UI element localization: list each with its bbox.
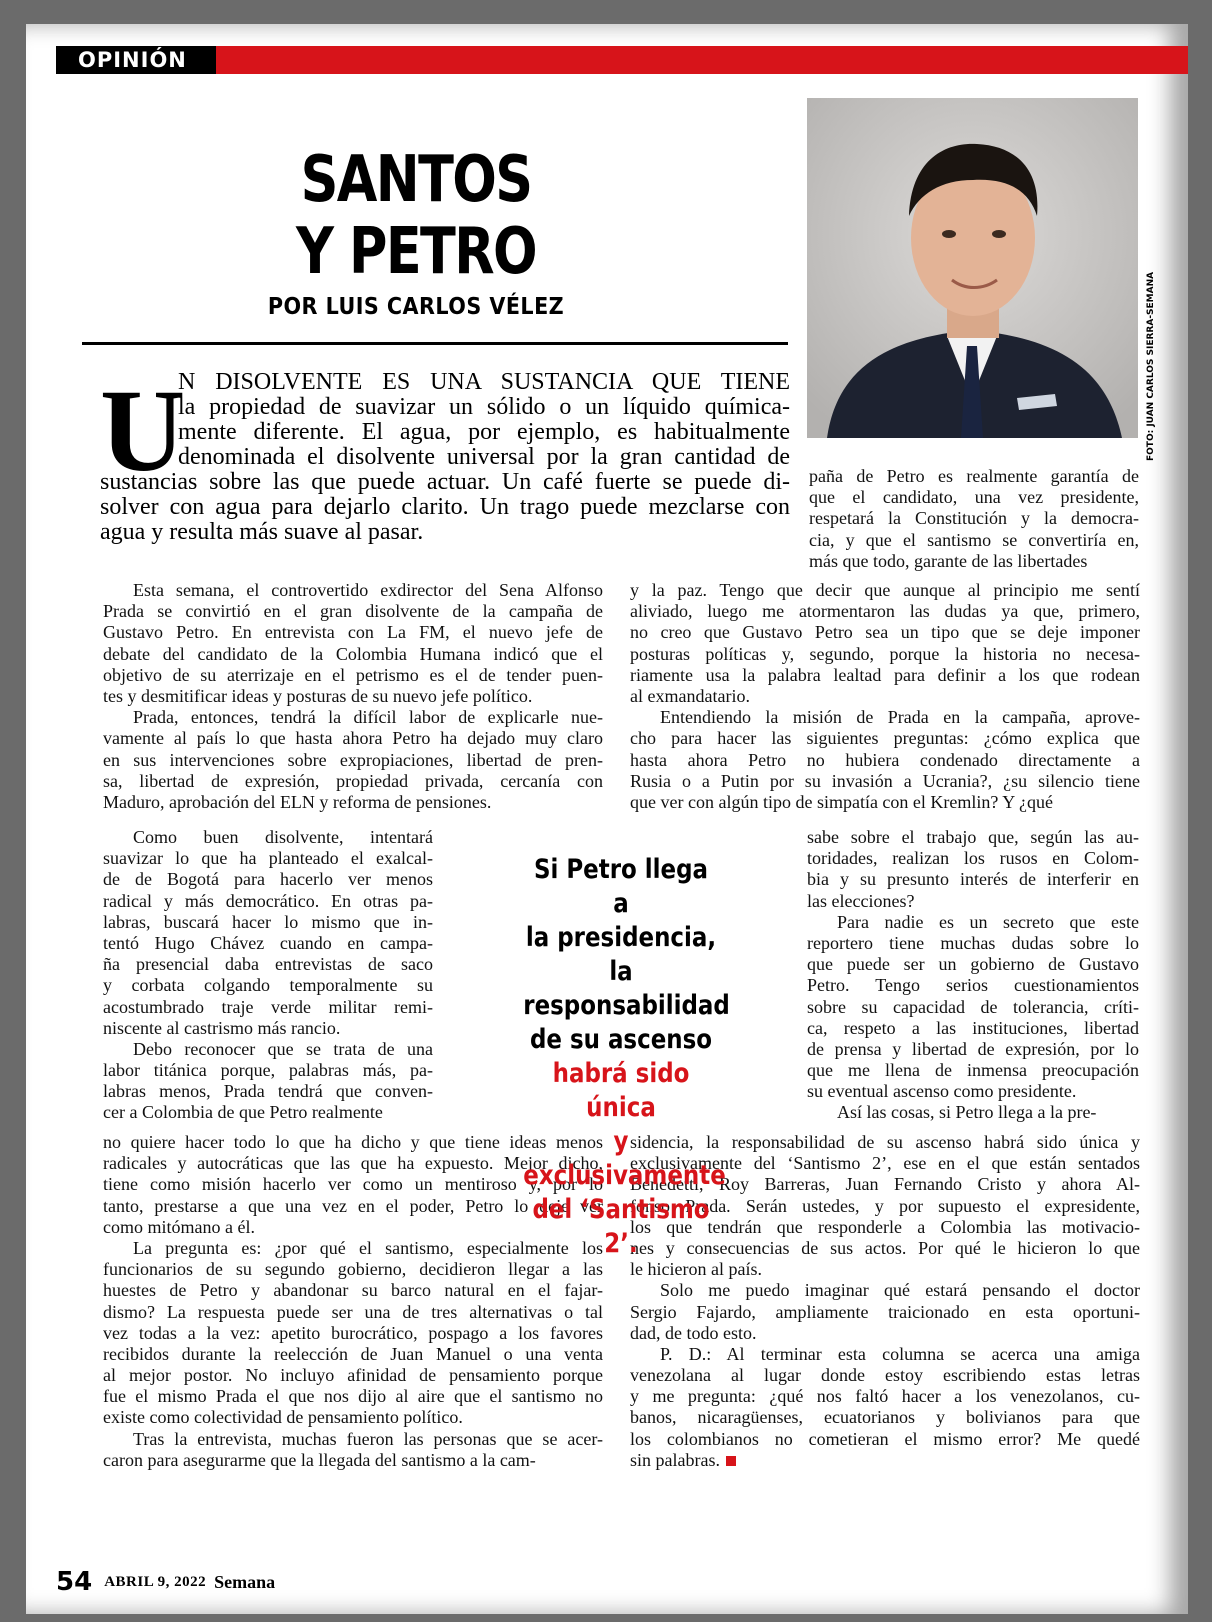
body-text-line: como mitómano a él. [103, 1216, 255, 1237]
body-text-line: Entendiendo la misión de Prada en la campaña, aprove- [660, 707, 1140, 728]
body-text-line: ca, respeto a las instituciones, libertad [807, 1017, 1139, 1038]
body-text-line: las elecciones? [807, 890, 915, 911]
body-text-line: Para nadie es un secreto que este [837, 911, 1139, 932]
body-text-line: niscente al castrismo más rancio. [103, 1017, 341, 1038]
column-left-top [103, 580, 603, 813]
title-line-1: SANTOS [300, 143, 532, 217]
section-bar [56, 46, 1188, 74]
body-text-line: Gustavo Petro. En entrevista con La FM, el nuevo jefe de [103, 622, 603, 643]
body-text-line: su eventual ascenso como presidente. [807, 1081, 1077, 1102]
body-text-line: Así las cosas, si Petro llega a la pre- [837, 1102, 1097, 1123]
body-text-line: sa, libertad de expresión, propiedad privada, cercanía con [103, 770, 603, 791]
body-text-line: de prensa y libertad de expresión, por lo [807, 1038, 1139, 1059]
body-text-line: Sergio Fajardo, ampliamente traicionado en esta oportuni- [630, 1301, 1140, 1322]
body-text-line: fue el mismo Prada el que nos dijo al aire que el santismo no [103, 1386, 603, 1407]
body-text-line: ña presencial daba entrevistas de saco [103, 954, 433, 975]
pull-quote [523, 853, 730, 1261]
body-text-line: no quiere hacer todo lo que ha dicho y que tiene ideas menos [103, 1132, 603, 1152]
body-text-line: de de Bogotá para hacerlo ver menos [103, 869, 433, 890]
body-text-line: los que tendrán que responderle a Colombia las motivacio- [630, 1216, 1140, 1237]
body-text-line: funcionarios de su segundo gobierno, decidieron llegar a las [103, 1259, 603, 1280]
body-text-line: no creo que Gustavo Petro sea un tipo que se deje imponer [630, 622, 1140, 643]
body-text-line: sidencia, la responsabilidad de su ascenso habrá sido única y [630, 1132, 1140, 1152]
body-text-line: Maduro, aprobación del ELN y reforma de pensiones. [103, 791, 492, 812]
body-text-line: exclusivamente del ‘Santismo 2’, ese en el que están sentados [630, 1153, 1140, 1174]
body-text-line: labras menos, Prada tendrá que conven- [103, 1081, 433, 1102]
body-text-line: Tras la entrevista, muchas fueron las personas que se acer- [133, 1428, 603, 1449]
magazine-name: Semana [214, 1571, 276, 1592]
body-text-line: paña de Petro es realmente garantía de [809, 466, 1139, 486]
lead-line: mente diferente. El agua, por ejemplo, es habitualmente [178, 420, 790, 445]
body-text-line: nes y consecuencias de sus actos. Por qué le hicieron lo que [630, 1237, 1140, 1258]
magazine-page [26, 24, 1188, 1614]
body-text-line: fonso Prada. Serán ustedes, y por supuesto el expresidente, [630, 1195, 1140, 1216]
body-text-line: los colombianos no cometieran el mismo error? Me quedé [630, 1428, 1140, 1449]
body-text-line: Rusia o a Putin por su invasión a Ucrania?, ¿su silencio tiene [630, 770, 1140, 791]
column-right-mid [630, 580, 1140, 813]
lead-line: solver con agua para dejarlo clarito. Un trago puede mezclarse con [100, 495, 790, 520]
body-text-line: Benedetti, Roy Barreras, Juan Fernando Cristo y ahora Al- [630, 1174, 1140, 1195]
body-text-line: al exmandatario. [630, 685, 750, 706]
body-text-line: Prada se convirtió en el gran disolvente de la campaña de [103, 601, 603, 622]
body-text-line: acostumbrado traje verde militar remi- [103, 996, 433, 1017]
body-text-line: Prada, entonces, tendrá la difícil labor de explicarle nue- [133, 707, 603, 728]
body-text-line: Como buen disolvente, intentará [133, 827, 433, 847]
photo-credit: FOTO: JUAN CARLOS SIERRA-SEMANA [1146, 271, 1156, 461]
body-text-line: radicales y autocráticas que las que ha expuesto. Mejor dicho, [103, 1153, 603, 1174]
body-text-line: riamente usa la palabra lealtad para definir a los que rodean [630, 664, 1140, 685]
body-text-line: Esta semana, el controvertido exdirector del Sena Alfonso [133, 580, 603, 600]
pull-quote-line-red: habrá sido única [552, 1058, 690, 1123]
body-text-line: al mejor postor. No incluyo afinidad de pensamiento porque [103, 1365, 603, 1386]
body-text-line: aliviado, luego me atormentaron las dudas ya que, primero, [630, 601, 1140, 622]
body-text-line: debate del candidato de la Colombia Humana indicó que el [103, 643, 603, 664]
end-mark-icon [726, 1456, 736, 1466]
pull-quote-line-red: del ‘Santismo 2’. [532, 1194, 710, 1259]
body-text-line: tiene como misión hacerlo ver como un mentiroso y, por lo [103, 1174, 603, 1195]
body-text-line: suavizar lo que ha planteado el exalcal- [103, 848, 433, 869]
pull-quote-line: responsabilidad [523, 990, 730, 1021]
pull-quote-line: Si Petro llega a [533, 854, 709, 919]
title-rule [82, 342, 788, 345]
body-text-line: Debo reconocer que se trata de una [133, 1038, 433, 1059]
body-text-line: tentó Hugo Chávez cuando en campa- [103, 932, 433, 953]
body-text-line: reportero tiene muchas dudas sobre lo [807, 932, 1139, 953]
lead-line: agua y resulta más suave al pasar. [100, 519, 424, 545]
body-text-line: tanto, prestarse a que una vez en el poder, Petro lo deje ver [103, 1195, 603, 1216]
column-right-under-photo [809, 466, 1139, 572]
body-text-line: cer a Colombia de que Petro realmente [103, 1102, 383, 1123]
byline: POR LUIS CARLOS VÉLEZ [267, 294, 565, 320]
body-text-line: labras, buscará hacer lo mismo que in- [103, 911, 433, 932]
body-text-line: Petro. Tengo serios cuestionamientos [807, 975, 1139, 996]
lead-line: sustancias sobre las que puede actuar. Un café fuerte se puede di- [100, 470, 790, 495]
author-photo [807, 98, 1138, 438]
body-text-line: sin palabras. [630, 1450, 1140, 1471]
body-text-line: que el candidato, una vez presidente, [809, 487, 1139, 508]
body-text-line: toridades, realizan los rusos en Colom- [807, 848, 1139, 869]
lead-line: la propiedad de suavizar un sólido o un líquido química- [178, 395, 790, 420]
body-text-line: tes y desmitificar ideas y posturas de su nuevo jefe político. [103, 685, 533, 706]
body-text-line: labor titánica porque, palabras más, pa- [103, 1060, 433, 1081]
body-text-line: más que todo, garante de las libertades [809, 550, 1088, 571]
body-text-line: le hicieron al país. [630, 1259, 762, 1280]
body-text-line: que ver con algún tipo de simpatía con el Kremlin? Y ¿qué [630, 791, 1054, 812]
pull-quote-line-red: y exclusivamente [523, 1126, 726, 1191]
body-text-line: huestes de Petro y abandonar su barco natural en el fajar- [103, 1280, 603, 1301]
body-text-line: radical y más democrático. En otras pa- [103, 890, 433, 911]
body-text-line: existe como colectividad de pensamiento político. [103, 1407, 463, 1428]
article-title [145, 144, 686, 288]
body-text-line: cho para hacer las siguientes preguntas: ¿cómo explica que [630, 728, 1140, 749]
lead-paragraph [100, 365, 790, 545]
body-text-line: P. D.: Al terminar esta columna se acerca una amiga [660, 1343, 1140, 1364]
column-left-narrow [103, 827, 433, 1124]
page-footer [56, 1567, 275, 1597]
body-text-line: posturas políticas y, segundo, porque la historia no necesa- [630, 643, 1140, 664]
body-text-line: y corbata colgando temporalmente su [103, 975, 433, 996]
body-text-line: dismo? La respuesta puede ser una de tres alternativas o tal [103, 1301, 603, 1322]
body-text-line: hasta ahora Petro no hubiera condenado directamente a [630, 749, 1140, 770]
body-text-line: y me pregunta: ¿qué nos faltó hacer a los venezolanos, cu- [630, 1386, 1140, 1407]
body-text-line: vez todas a la vez: apetito burocrático, pospago a los favores [103, 1322, 603, 1343]
body-text-line: en sus intervenciones sobre expropiaciones, libertad de pren- [103, 749, 603, 770]
body-text-line: que me llena de inmensa preocupación [807, 1060, 1139, 1081]
section-label: OPINIÓN [56, 46, 216, 74]
body-text-line: sobre su capacidad de tolerancia, críti- [807, 996, 1139, 1017]
column-right-narrow [807, 827, 1139, 1124]
title-line-2: Y PETRO [296, 215, 536, 289]
body-text-line: cia, y que el santismo se convertiría en, [809, 529, 1139, 550]
body-text-line: recibidos durante la reelección de Juan Manuel o una venta [103, 1343, 603, 1364]
body-text-line: venezolana al lugar donde estoy escribiendo estas letras [630, 1365, 1140, 1386]
pull-quote-line: de su ascenso [529, 1024, 713, 1055]
body-text-line: y la paz. Tengo que decir que aunque al principio me sentí [630, 580, 1140, 600]
body-text-line: que puede ser un gobierno de Gustavo [807, 954, 1139, 975]
body-text-line: objetivo de su aterrizaje en el petrismo es el de tender puen- [103, 664, 603, 685]
pull-quote-line: la presidencia, la [525, 922, 717, 987]
lead-line: N DISOLVENTE ES UNA SUSTANCIA QUE TIENE [178, 370, 790, 395]
body-text-line: sabe sobre el trabajo que, según las au- [807, 827, 1139, 847]
body-text-line: La pregunta es: ¿por qué el santismo, especialmente los [133, 1237, 603, 1258]
body-text-line: vamente al país lo que hasta ahora Petro ha dejado muy claro [103, 728, 603, 749]
portrait-illustration [807, 98, 1138, 438]
body-text-line: respetará la Constitución y la democra- [809, 508, 1139, 529]
body-text-line: banos, nicaragüenses, ecuatorianos y bolivianos para que [630, 1407, 1140, 1428]
issue-date: ABRIL 9, 2022 [104, 1573, 207, 1590]
body-text-line: bia y su presunto interés de interferir en [807, 869, 1139, 890]
drop-cap: U [100, 365, 186, 496]
body-text-line: dad, de todo esto. [630, 1322, 757, 1343]
body-text-line: Solo me puedo imaginar qué estará pensando el doctor [660, 1280, 1140, 1301]
body-text-line: caron para asegurarme que la llegada del santismo a la cam- [103, 1449, 536, 1470]
page-number: 54 [56, 1567, 93, 1597]
lead-line: denominada el disolvente universal por la gran cantidad de [178, 445, 790, 470]
